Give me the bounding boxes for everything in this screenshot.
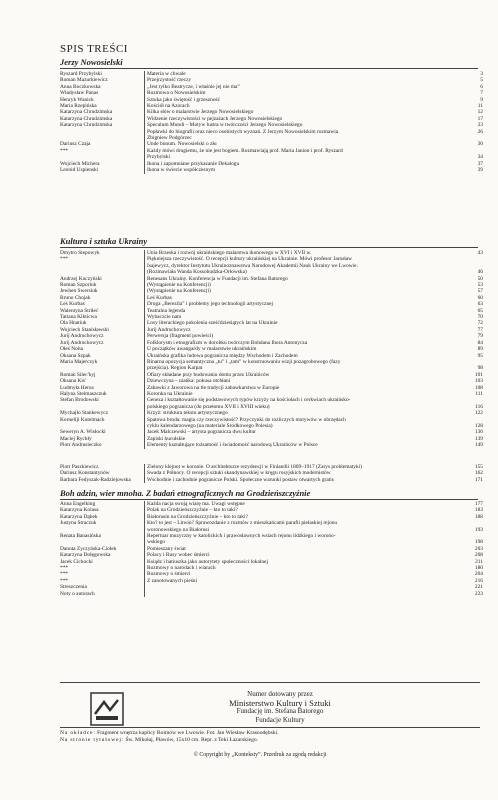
toc-page-number: 39 bbox=[477, 167, 483, 174]
publisher-logo-icon bbox=[90, 692, 124, 726]
toc-title: „Jest tylko Beatrycze, i właśnie jej nie ma” bbox=[144, 84, 467, 90]
title-page-note: Na stronie tytułowej: Św. Mikołaj, Pławów, 15x10 cm. Repr. z Teki Łazarskiego. bbox=[60, 737, 259, 744]
toc-author: Halyna Stelmaszczuk bbox=[60, 390, 107, 397]
toc-title: Polak na Grodzieńszczyźnie – kto to taki? bbox=[144, 507, 467, 513]
toc-author: Roman Silec'kyj bbox=[60, 371, 96, 378]
toc-section-list bbox=[60, 71, 486, 174]
toc-page-number: 101 bbox=[474, 371, 483, 378]
toc-author: Stefan Brodowski bbox=[60, 397, 99, 404]
toc-title: Rozmowy o śmierci bbox=[144, 571, 467, 577]
toc-title: Leś Kurbas bbox=[144, 295, 467, 301]
toc-author: Renata Banasińska bbox=[60, 533, 101, 540]
toc-author: Katarzyna Dołęgowska bbox=[60, 552, 111, 559]
toc-author: Seweryn A. Wisłocki bbox=[60, 429, 106, 436]
toc-page-number: 89 bbox=[477, 346, 483, 353]
toc-page-number: 84 bbox=[477, 339, 483, 346]
toc-author: Roman Mazurkiewicz bbox=[60, 77, 108, 84]
toc-title: Speculum Mundi – Motyw lustra w twórczości Jerzego Nowosielskiego bbox=[144, 122, 467, 128]
toc-author: Jurij Andruchowycz bbox=[60, 339, 104, 346]
toc-page-number: 204 bbox=[474, 571, 483, 578]
toc-page-number: 46 bbox=[477, 269, 483, 276]
toc-title: Każdy mówi drugiemu, że nie jest bogiem. Rozmawiają prof. Maria Janion i prof. Ryszard bbox=[144, 148, 467, 154]
toc-title: Rozmowa o Nowosielskim bbox=[144, 90, 467, 96]
toc-title bbox=[144, 591, 467, 597]
toc-author: Maciej Rychły bbox=[60, 435, 92, 442]
toc-title: polskiego pogranicza (do przełomu XVII i XVIII wieku) bbox=[144, 404, 467, 410]
toc-title: Kilka słów o malarstwie Jerzego Nowosielskiego bbox=[144, 109, 467, 115]
toc-page-number: 111 bbox=[475, 390, 483, 397]
toc-entry bbox=[60, 442, 486, 448]
toc-page-number: 63 bbox=[477, 301, 483, 308]
cover-note: Na okładce: Fragment wnętrza kaplicy Boimów we Lwowie. Fot. Jan Wiesław Krasnodębski. bbox=[60, 730, 279, 736]
toc-page-number: 23 bbox=[477, 122, 483, 129]
toc-author: Henryk Wanick bbox=[60, 96, 94, 103]
toc-page-number: 43 bbox=[477, 250, 483, 256]
toc-page-number: 60 bbox=[477, 294, 483, 301]
toc-page-number: 17 bbox=[477, 115, 483, 122]
toc-page-number: 223 bbox=[474, 590, 483, 597]
toc-page-number: 50 bbox=[477, 275, 483, 282]
toc-title: Binarna opozycja semantyczna „tu” i „tam” w konstruowaniu wizji pozagrobowego (fazy bbox=[144, 359, 467, 365]
toc-page-number: 177 bbox=[474, 501, 483, 507]
toc-author: Leonid Uspienski bbox=[60, 167, 99, 174]
toc-page-number: 5 bbox=[480, 77, 483, 84]
section-heading: Kultura i sztuka Ukrainy bbox=[60, 236, 478, 248]
toc-author: Justyna Straczuk bbox=[60, 520, 97, 527]
toc-section-list bbox=[60, 464, 486, 483]
toc-title: Rozmowy o narodach i wiarach bbox=[144, 565, 467, 571]
toc-title: Popławki do biografii oraz nieco osobistych wyznań. Z Jerzym Nowosielskim rozmawia bbox=[144, 129, 467, 135]
toc-title: Isajewycz, dyrektor Instytutu Ukrainoznawstwa Narodowej Akademii Nauk Ukrainy we Lwowie. bbox=[144, 263, 467, 269]
toc-title: Renesans Ukrainy. Konferencja w Fundacji im. Stefana Batorego bbox=[144, 276, 467, 282]
toc-page-number: 34 bbox=[477, 154, 483, 161]
toc-title: Zapiski hucułskie bbox=[144, 436, 467, 442]
toc-page-number: 208 bbox=[474, 552, 483, 559]
toc-title: U początków awangardy w malarstwie ukraińskim bbox=[144, 346, 467, 352]
toc-page-number: 12 bbox=[477, 109, 483, 116]
toc-title: Białorusin na Grodzieńszczyźnie – kto to taki? bbox=[144, 514, 467, 520]
toc-title: Polacy i Rusy wobec śmierci bbox=[144, 552, 467, 558]
toc-page-number: 77 bbox=[477, 326, 483, 333]
toc-author: Anna Engelking bbox=[60, 501, 96, 507]
toc-title: (Rozmawiała Wanda Kossobudzka-Orłowska) bbox=[144, 269, 467, 275]
toc-title: Koronka na Ukrainie bbox=[144, 391, 467, 397]
toc-title: Przybylski bbox=[144, 154, 467, 160]
toc-title: Każda nacja swoją wiarę ma. Uwagi wstępne bbox=[144, 501, 467, 507]
toc-title: Perwersja (fragment powieści) bbox=[144, 333, 467, 339]
toc-title: Z zanotowanych pieśni bbox=[144, 578, 467, 584]
toc-title: Jacek Malczewski – artysta pogranicza dwu kultur bbox=[144, 429, 467, 435]
toc-page-number: 9 bbox=[480, 96, 483, 103]
toc-page-number: 3 bbox=[480, 71, 483, 77]
toc-section-list bbox=[60, 250, 486, 449]
toc-page-number: 98 bbox=[477, 365, 483, 372]
toc-author: Korneliji Kutelmach bbox=[60, 416, 105, 423]
toc-page-number: 79 bbox=[477, 333, 483, 340]
toc-author: *** bbox=[60, 256, 69, 263]
toc-author: Maria Rzepińska bbox=[60, 103, 97, 110]
toc-page-number: 171 bbox=[474, 476, 483, 483]
toc-title: Przejrzystość rzeczy bbox=[144, 77, 467, 83]
toc-page-number: 6 bbox=[480, 83, 483, 90]
toc-title: Kościół na Azorach bbox=[144, 103, 467, 109]
divider bbox=[60, 682, 480, 683]
toc-title: cyklu kalendarzowego (na materiale Środkowego Polesia) bbox=[144, 423, 467, 429]
toc-page-number: 136 bbox=[474, 429, 483, 436]
toc-author: Andrzej Kuczyński bbox=[60, 275, 102, 282]
toc-author: Ola Hnatiuk bbox=[60, 320, 87, 327]
toc-author: Oksana Kis' bbox=[60, 378, 86, 385]
toc-author: *** bbox=[60, 577, 69, 584]
toc-author: Katarzyna Dąbek bbox=[60, 513, 98, 520]
toc-author: Leś Kurbas bbox=[60, 301, 85, 308]
toc-author: Dariusz Konstantynów bbox=[60, 470, 110, 477]
toc-page-number: 108 bbox=[474, 384, 483, 391]
toc-title: Ksiądz i batiuszka jako autorytety społeczności lokalnej bbox=[144, 559, 467, 565]
toc-author: Tatiana Kikticwa bbox=[60, 314, 97, 321]
toc-page-number: 95 bbox=[477, 352, 483, 359]
section-heading: Jerzy Nowosielski bbox=[60, 57, 478, 69]
toc-title: (Wystąpienie na Konferencji) bbox=[144, 288, 467, 294]
toc-page-number: 30 bbox=[477, 141, 483, 148]
toc-author: Jurij Andruchowycz bbox=[60, 333, 104, 340]
toc-page-number: 198 bbox=[474, 539, 483, 546]
toc-page-number: 103 bbox=[474, 378, 483, 385]
toc-author: *** bbox=[60, 571, 69, 578]
toc-author: Streszczenia bbox=[60, 584, 87, 591]
toc-author: Maria Majerczyk bbox=[60, 358, 98, 365]
toc-author: Wojciech Michera bbox=[60, 160, 100, 167]
toc-page-number: 11 bbox=[477, 103, 483, 110]
toc-page-number: 203 bbox=[474, 545, 483, 552]
toc-author: Oksana Szpak bbox=[60, 352, 91, 359]
toc-author: Mychajło Stankewycz bbox=[60, 410, 109, 417]
toc-page-number: 70 bbox=[477, 314, 483, 321]
toc-title: Repertuar muzyczny w katolickich i prawosławnych wsiach rejonu lidzkiego i worono- bbox=[144, 533, 467, 539]
toc-page-number: 53 bbox=[477, 282, 483, 289]
toc-page-number: 162 bbox=[474, 470, 483, 477]
toc-page-number: 216 bbox=[474, 577, 483, 584]
toc-author: Ludmyła Herus bbox=[60, 384, 94, 391]
toc-page-number: 57 bbox=[477, 288, 483, 295]
toc-entry bbox=[60, 591, 486, 597]
divider bbox=[60, 727, 480, 728]
toc-author: Dariusz Czaja bbox=[60, 141, 91, 148]
toc-section-list bbox=[60, 501, 486, 597]
toc-title: Swada z Północy. O recepcji sztuki skandynawskiej w kręgu rosyjskich modernistów bbox=[144, 470, 467, 476]
toc-author: Władysław Panas bbox=[60, 90, 99, 97]
toc-title: Jurij Andruchowycz bbox=[144, 327, 467, 333]
toc-author: *** bbox=[60, 565, 69, 572]
toc-entry bbox=[60, 477, 486, 483]
toc-author: Katarzyna Kolasa bbox=[60, 507, 99, 514]
toc-title: Zabawki z Jaworowa na tle tradycji zabawkarstwa w Europie bbox=[144, 385, 467, 391]
toc-author: Katarzyna Chrudzimska bbox=[60, 109, 113, 116]
toc-title: przejścia). Region Karpat bbox=[144, 365, 467, 371]
toc-entry bbox=[60, 167, 486, 173]
toc-title: Materia w chwale bbox=[144, 71, 467, 77]
toc-title: Teatralna legenda bbox=[144, 308, 467, 314]
toc-title: Zielony klejnot w koronie. O architekturze rezydencji w Finlandii 1809–1917 (Zarys problematyki) bbox=[144, 464, 467, 470]
toc-page-number: 37 bbox=[477, 160, 483, 167]
toc-author: Jacek Cichocki bbox=[60, 558, 93, 565]
toc-page-number: 180 bbox=[474, 565, 483, 572]
copyright: © Copyright by „Konteksty”. Przedruk za zgodą redakcji bbox=[193, 752, 327, 758]
toc-title: Losy literackiego pokolenia sześćdziesiątych lat na Ukrainie bbox=[144, 320, 467, 326]
toc-title: Pomieszany świat bbox=[144, 546, 467, 552]
toc-title: Droga „Berezila” i problemy jego technologii artystycznej bbox=[144, 301, 467, 307]
toc-page-number: 128 bbox=[474, 422, 483, 429]
toc-title: (Wystąpienie na Konferencji) bbox=[144, 282, 467, 288]
toc-page-number: 26 bbox=[477, 128, 483, 135]
toc-page-number: 139 bbox=[474, 435, 483, 442]
toc-title: Unia Brzeska i rozwój ukraińskiego malarstwa ikonowego w XVI i XVII w. bbox=[144, 250, 467, 256]
toc-author: Piotr Andrusieczko bbox=[60, 442, 102, 449]
toc-title: Wschodnie i zachodnie pogranicze Polski. Społeczne warunki postaw otwartych gratis bbox=[144, 477, 467, 483]
section-heading: Boh adzin, wier mnoha. Z badań etnograficznych na Grodzieńszczyźnie bbox=[60, 488, 478, 500]
toc-author: Danuta Życzyńska-Ciołek bbox=[60, 545, 117, 552]
toc-author: Katarzyna Chrudzimska bbox=[60, 115, 113, 122]
toc-title: Zbigniew Podgórzec bbox=[144, 135, 467, 141]
toc-title: Geneza i kształtowanie się podstawowych typów krzyży na kościołach i cerkwiach ukraińsko- bbox=[144, 397, 467, 403]
toc-author: Bruno Chojak bbox=[60, 294, 91, 301]
toc-title: woronowskiego na Białorusi bbox=[144, 527, 467, 533]
toc-author: Roman Szporluk bbox=[60, 282, 97, 289]
page-title: SPIS TREŚCI bbox=[60, 43, 128, 55]
toc-title: Spatowa broda: magia czy rzeczywistość? Przyczynki do rozliczych motywów w obrzędach bbox=[144, 417, 467, 423]
toc-title: Widzenie rzeczywistości w pejzażach Jerzego Nowosielskiego bbox=[144, 116, 467, 122]
toc-title: Ofiary składane przy budowaniu domu przez Ukraińców bbox=[144, 372, 467, 378]
cover-notes bbox=[60, 730, 480, 744]
toc-page-number: 149 bbox=[474, 442, 483, 449]
toc-title: Ikona i zapomniane przykazanie Dekalogu bbox=[144, 161, 467, 167]
toc-title: wskiego bbox=[144, 539, 467, 545]
toc-page-number: 183 bbox=[474, 507, 483, 514]
toc-title: Ukraińska grafika ludowa pogranicza między Wschodem i Zachodem bbox=[144, 353, 467, 359]
toc-page-number: 188 bbox=[474, 513, 483, 520]
toc-title: Dziewczyna – niańka: pokusa otchłani bbox=[144, 378, 467, 384]
toc-page-number: 122 bbox=[474, 410, 483, 417]
toc-title: Piękniejsza rzeczywistość. O recepcji kultury ukraińskiej na Ukrainie. Mówi profesor Jarosław bbox=[144, 256, 467, 262]
toc-author: Jewhen Swersiuk bbox=[60, 288, 98, 295]
toc-title: Krzyż: struktura tekstu artystycznego bbox=[144, 410, 467, 416]
toc-author: Wojciech Stanisławski bbox=[60, 326, 109, 333]
toc-title: Elementy kształtujące tożsamość i świadomość narodową Ukraińców w Polsce bbox=[144, 442, 467, 448]
toc-author: Piotr Paszkiewicz bbox=[60, 464, 99, 470]
toc-page-number: 116 bbox=[475, 403, 483, 410]
toc-title: Folklorysm i etnografizm w dorobku twórczym Bohdana Ihora Antonycza bbox=[144, 340, 467, 346]
toc-author: Barbara Fedyszak-Radziejowska bbox=[60, 476, 131, 483]
toc-author: Ryszard Przybylski bbox=[60, 71, 102, 77]
toc-author: Walentyna Striłeć bbox=[60, 307, 99, 314]
toc-page-number: 221 bbox=[474, 584, 483, 591]
toc-page-number: 72 bbox=[477, 320, 483, 327]
toc-author: *** bbox=[60, 147, 69, 154]
toc-title: Sztuka jako świętość i grzeszność bbox=[144, 97, 467, 103]
toc-page-number: 211 bbox=[475, 558, 483, 565]
toc-title: Unde bonum. Nowosielski o złu bbox=[144, 141, 467, 147]
toc-author: Noty o autorach bbox=[60, 590, 95, 597]
toc-page-number: 7 bbox=[480, 90, 483, 97]
toc-page-number: 193 bbox=[474, 526, 483, 533]
toc-page-number: 155 bbox=[474, 464, 483, 470]
toc-title: Wybaczcie nam bbox=[144, 314, 467, 320]
toc-author: Anna Boczkowska bbox=[60, 83, 101, 90]
toc-page-number: 65 bbox=[477, 307, 483, 314]
toc-author: Katarzyna Chrudzimska bbox=[60, 122, 113, 129]
toc-author: Ołeś Noha bbox=[60, 346, 83, 353]
toc-author: Dmytro Stepowyk bbox=[60, 250, 100, 256]
toc-title: Ikona w świecie współczesnym bbox=[144, 167, 467, 173]
sponsor-block: Numer dotowany przez Ministerstwo Kultury i Sztuki Fundację im. Stefana Batorego Fundacje Kultury bbox=[229, 690, 331, 724]
toc-title: Kto? to jest – Litwin? Sprawozdanie z rozmów z mieszkańcami parafii pielaskiej rejonu bbox=[144, 520, 467, 526]
